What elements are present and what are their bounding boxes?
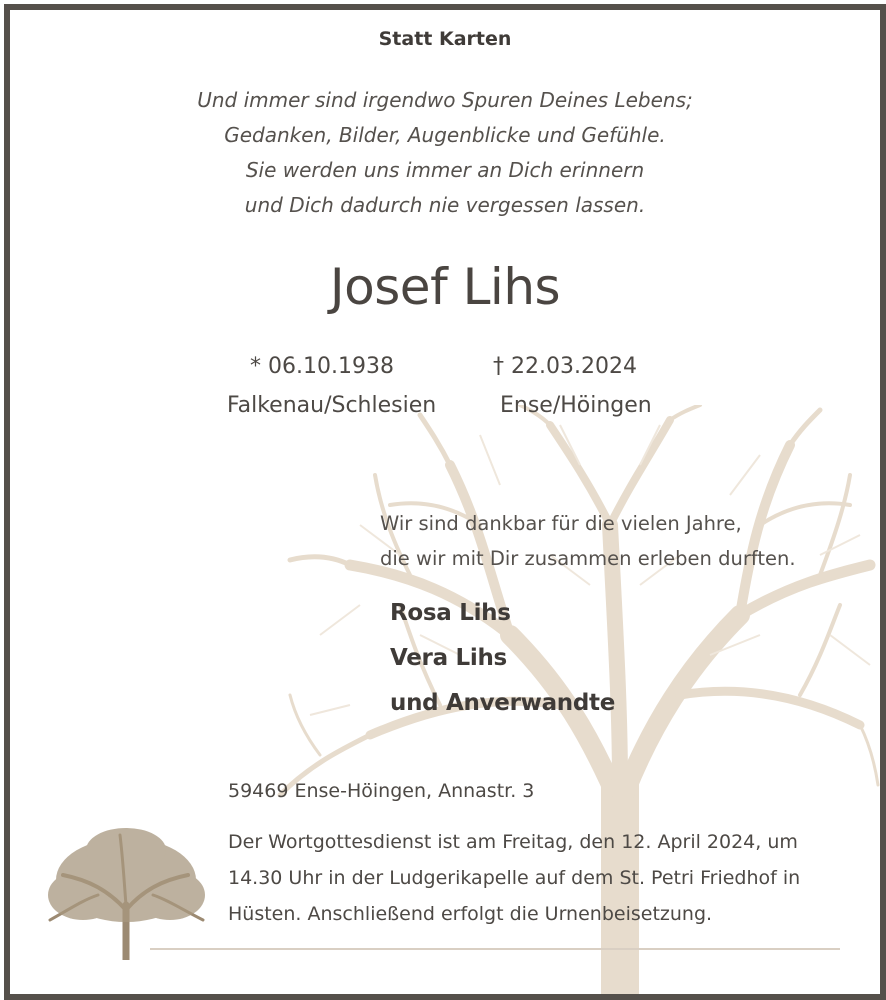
small-tree-icon [38, 825, 213, 960]
service-info-line: Hüsten. Anschließend erfolgt die Urnenbeisetzung. [228, 903, 713, 925]
thanks-line: die wir mit Dir zusammen erleben durften. [380, 547, 796, 570]
service-info-line: 14.30 Uhr in der Ludgerikapelle auf dem St. Petri Friedhof in [228, 867, 801, 889]
death-place: Ense/Höingen [500, 393, 652, 418]
birth-date: * 06.10.1938 [250, 354, 394, 379]
death-date: † 22.03.2024 [493, 354, 637, 379]
obituary-card [4, 4, 886, 1000]
poem-line: und Dich dadurch nie vergessen lassen. [244, 193, 646, 217]
mourner-name: Vera Lihs [390, 645, 507, 671]
mourner-name: Rosa Lihs [390, 600, 511, 626]
poem-line: Und immer sind irgendwo Spuren Deines Lebens; [197, 88, 693, 112]
address: 59469 Ense-Höingen, Annastr. 3 [228, 780, 535, 802]
service-info-line: Der Wortgottesdienst ist am Freitag, den 12. April 2024, um [228, 831, 798, 853]
poem-line: Gedanken, Bilder, Augenblicke und Gefühle. [224, 123, 666, 147]
header-statt-karten: Statt Karten [378, 28, 512, 50]
mourner-name: und Anverwandte [390, 690, 616, 716]
poem-line: Sie werden uns immer an Dich erinnern [245, 158, 645, 182]
ground-line [150, 948, 840, 950]
deceased-name: Josef Lihs [329, 258, 561, 316]
thanks-line: Wir sind dankbar für die vielen Jahre, [380, 512, 742, 535]
birth-place: Falkenau/Schlesien [227, 393, 437, 418]
